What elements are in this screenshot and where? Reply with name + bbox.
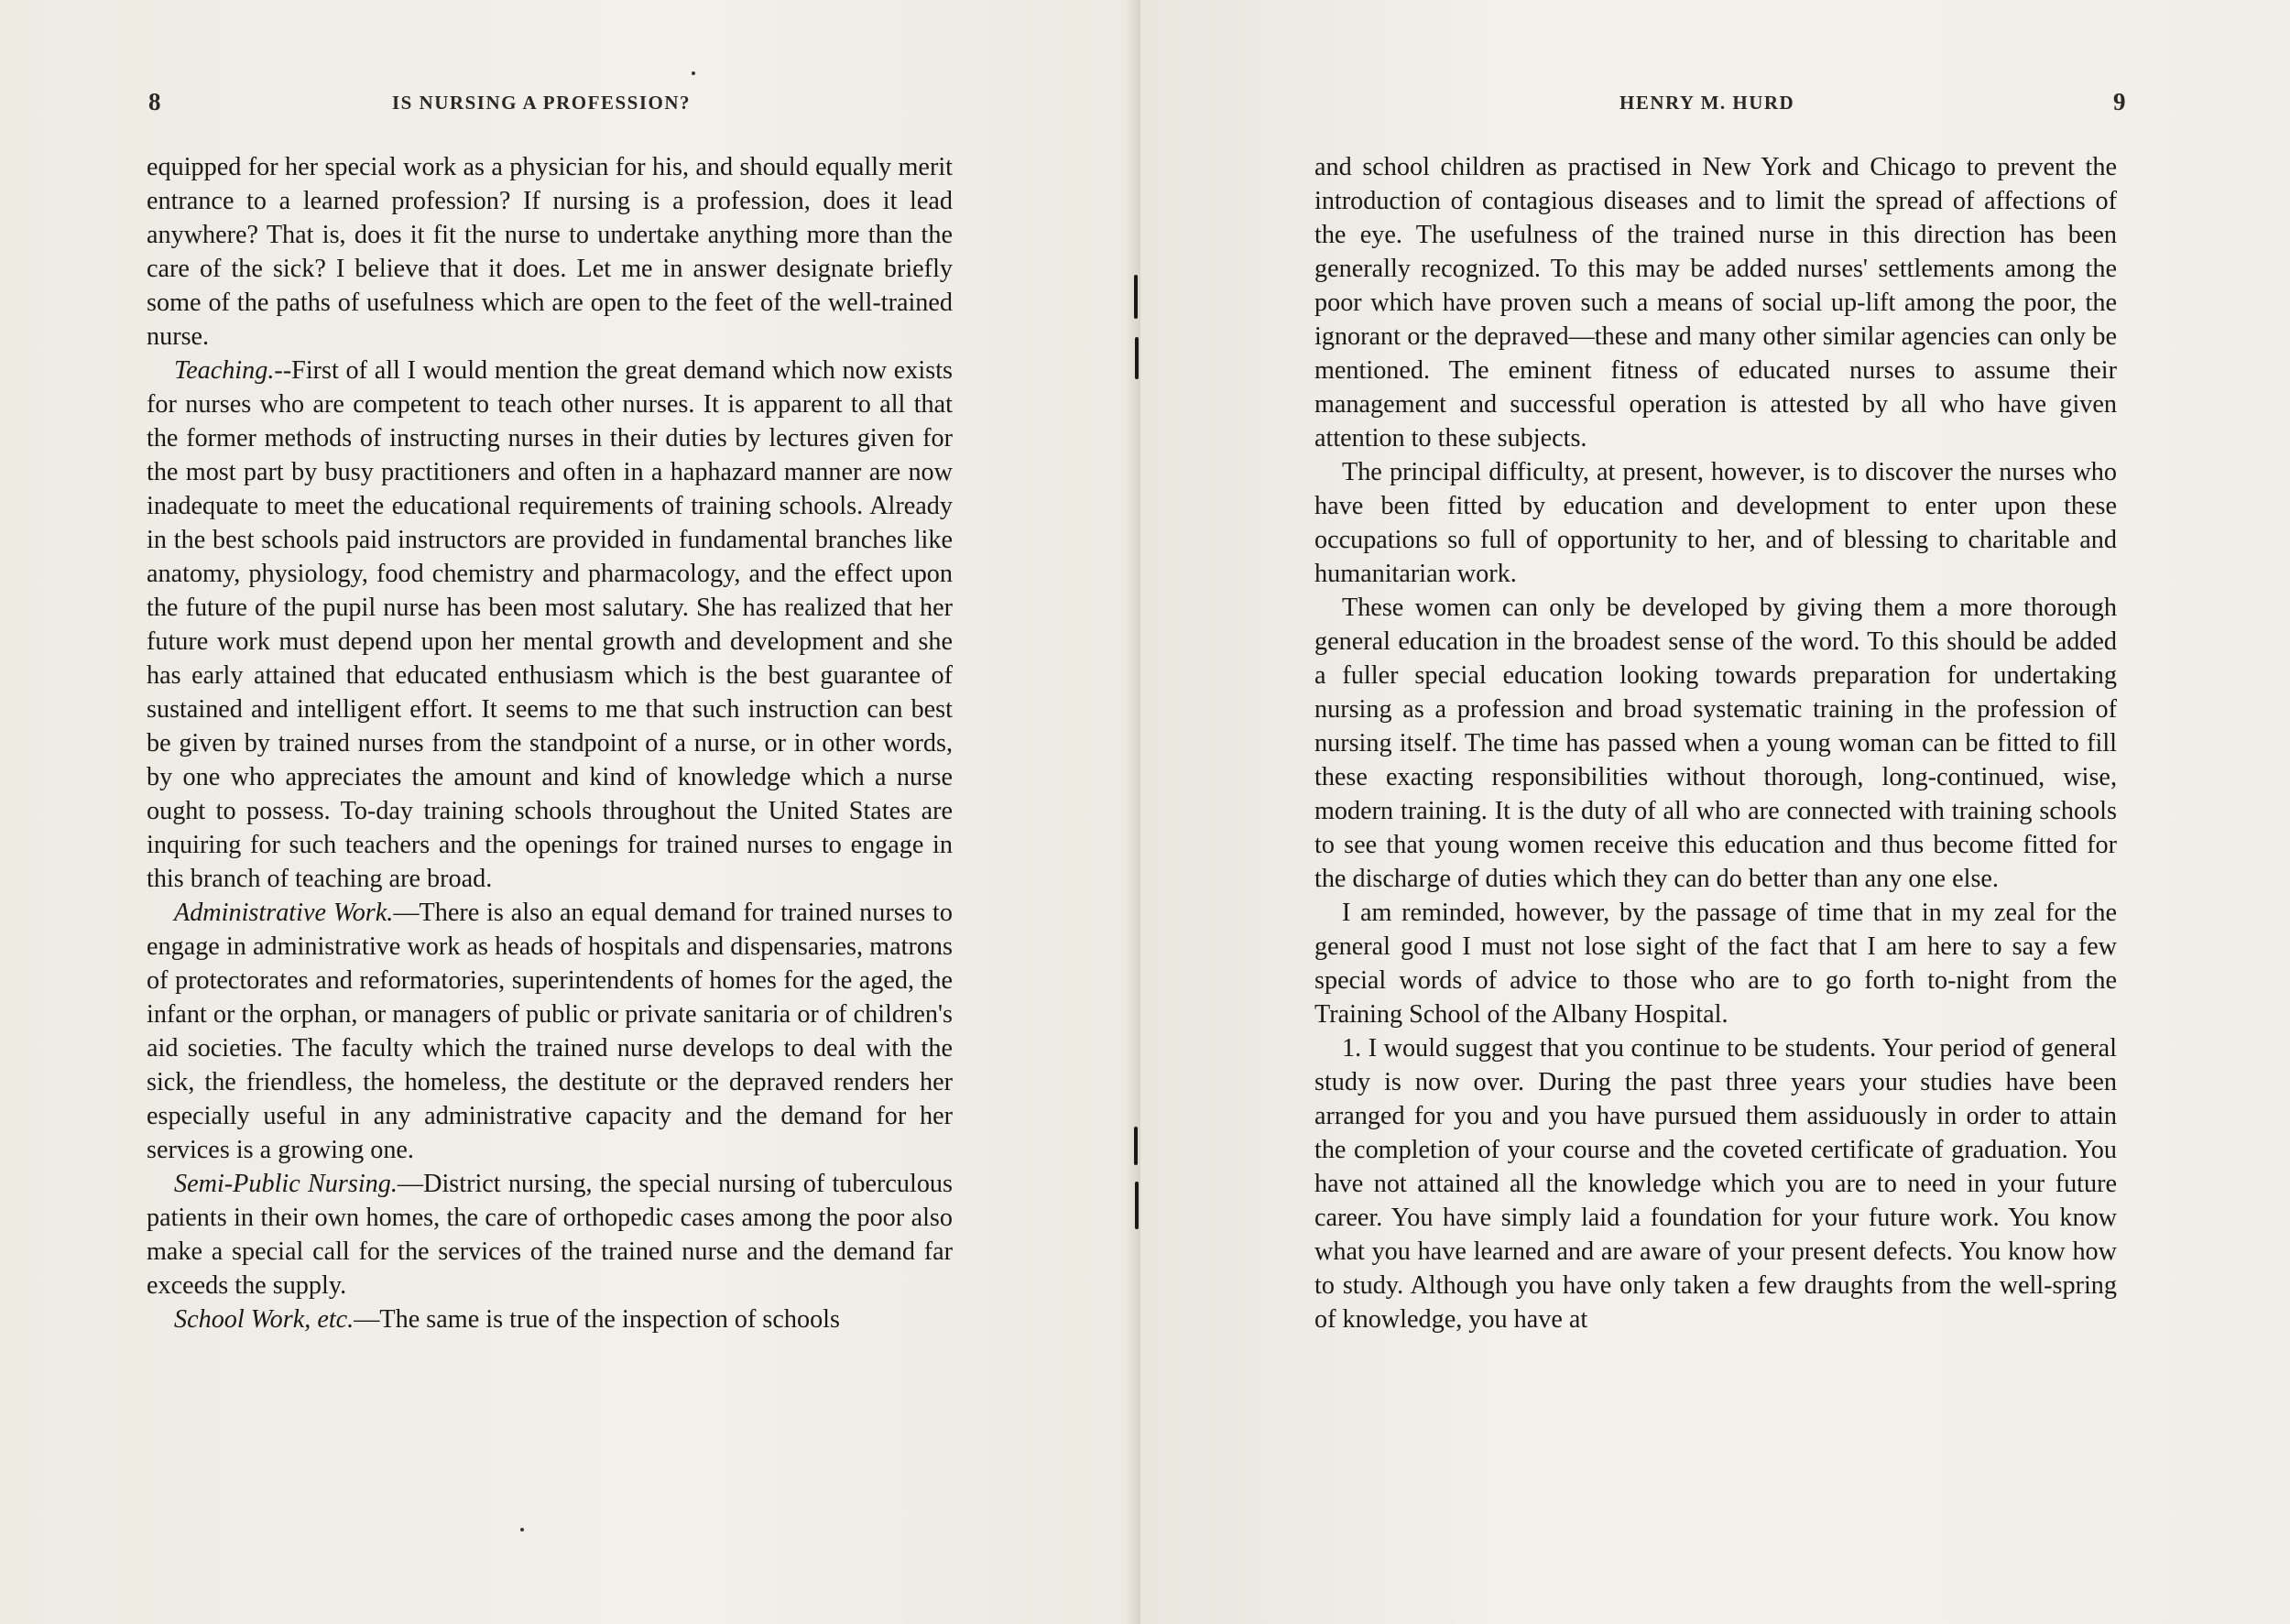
binding-stitch <box>1134 1127 1138 1165</box>
paragraph <box>147 150 953 354</box>
left-page <box>0 0 1140 1624</box>
paragraph <box>147 1302 953 1336</box>
paragraph <box>147 896 953 1167</box>
paragraph <box>1314 150 2117 455</box>
paragraph-text: —District nursing, the special nursing of tuberculous patients in their own homes, the care of orthopedic cases among the poor also make a special call for the services of the trained nurse and the demand far exceeds the supply. <box>147 1170 953 1300</box>
paragraph-text: --First of all I would mention the great demand which now exists for nurses who are competent to teach other nurses. It is apparent to all that the former methods of instructing nurses in their duties by lectures given for the most part by busy practitioners and often in a haphazard manner are now inadequate to meet the educational requirements of training schools. Already in the best schools paid instructors are provided in fundamental branches like anatomy, physiology, food chemistry and pharmacology, and the effect upon the future of the pupil nurse has been most salutary. She has realized that her future work must depend upon her mental growth and development and she has early attained that educated enthusiasm which is the best guarantee of sustained and intelligent effort. It seems to me that such instruction can best be given by trained nurses from the standpoint of a nurse, or in other words, by one who appreciates the amount and kind of knowledge which a nurse ought to possess. To-day training schools throughout the United States are inquiring for such teachers and the openings for trained nurses to engage in this branch of teaching are broad. <box>147 356 953 893</box>
section-label: Semi-Public Nursing. <box>174 1170 398 1198</box>
paragraph <box>147 1167 953 1302</box>
binding-stitch <box>1135 1182 1139 1229</box>
paragraph-text: equipped for her special work as a physician for his, and should equally merit entrance to a learned profession? If nursing is a profession, does it lead anywhere? That is, does it fit the nurse to undertake anything more than the care of the sick? I believe that it does. Let me in answer designate briefly some of the paths of usefulness which are open to the feet of the well-trained nurse. <box>147 153 953 351</box>
section-label: Teaching. <box>174 356 275 385</box>
paragraph <box>1314 896 2117 1031</box>
right-running-head: HENRY M. HURD <box>1619 92 1795 114</box>
paper-speck <box>692 71 695 75</box>
right-page-number: 9 <box>2113 88 2126 115</box>
paragraph-text: —There is also an equal demand for trained nurses to engage in administrative work as heads of hospitals and dispensaries, matrons of protectorates and reformatories, superintendents of homes for the aged, the infant or the orphan, or managers of public or private sanitaria or of children's aid societies. The faculty which the trained nurse develops to deal with the sick, the friendless, the homeless, the destitute or the depraved renders her especially useful in any administrative capacity and the demand for her services is a growing one. <box>147 899 953 1164</box>
paragraph <box>1314 455 2117 591</box>
section-label: School Work, etc. <box>174 1305 354 1334</box>
paragraph-text: These women can only be developed by giving them a more thorough general education in the broadest sense of the word. To this should be added a fuller special education looking towards preparation for undertaking nursing as a profession and broad systematic training in the profession of nursing itself. The time has passed when a young woman can be fitted to fill these exacting responsibilities without thorough, long-continued, wise, modern training. It is the duty of all who are connected with training schools to see that young women receive this education and thus become fitted for the discharge of duties which they can do better than any one else. <box>1314 594 2117 893</box>
paragraph-text: —The same is true of the inspection of schools <box>354 1305 840 1334</box>
paragraph-text: and school children as practised in New York and Chicago to prevent the introduction of contagious diseases and to limit the spread of affections of the eye. The usefulness of the trained nurse in this direction has been generally recognized. To this may be added nurses' settlements among the poor which have proven such a means of social up-lift among the poor, the ignorant or the depraved—these and many other similar agencies can only be mentioned. The eminent fitness of educated nurses to assume their management and successful operation is attested by all who have given attention to these subjects. <box>1314 153 2117 452</box>
paragraph-text: I am reminded, however, by the passage of time that in my zeal for the general good I must not lose sight of the fact that I am here to say a few special words of advice to those who are to go forth to-night from the Training School of the Albany Hospital. <box>1314 899 2117 1029</box>
left-running-head: IS NURSING A PROFESSION? <box>392 92 691 114</box>
binding-stitch <box>1135 337 1139 379</box>
right-page-body <box>1314 150 2117 1336</box>
paragraph <box>147 354 953 896</box>
right-page <box>1140 0 2290 1624</box>
left-page-body <box>147 150 953 1336</box>
section-label: Administrative Work. <box>174 899 394 927</box>
binding-stitch <box>1134 275 1138 319</box>
paragraph-text: 1. I would suggest that you continue to be students. Your period of general study is now over. During the past three years your studies have been arranged for you and you have pursued them assiduously in order to attain the completion of your course and the coveted certificate of graduation. You have not attained all the knowledge which you are to need in your future career. You have simply laid a foundation for your future work. You know what you have learned and are aware of your present defects. You know how to study. Although you have only taken a few draughts from the well-spring of knowledge, you have at <box>1314 1034 2117 1334</box>
left-page-number: 8 <box>148 88 161 115</box>
paragraph-text: The principal difficulty, at present, however, is to discover the nurses who have been fitted by education and development to enter upon these occupations so full of opportunity to her, and of blessing to charitable and humanitarian work. <box>1314 458 2117 588</box>
paragraph <box>1314 1031 2117 1336</box>
paper-speck <box>520 1528 524 1531</box>
paragraph <box>1314 591 2117 896</box>
